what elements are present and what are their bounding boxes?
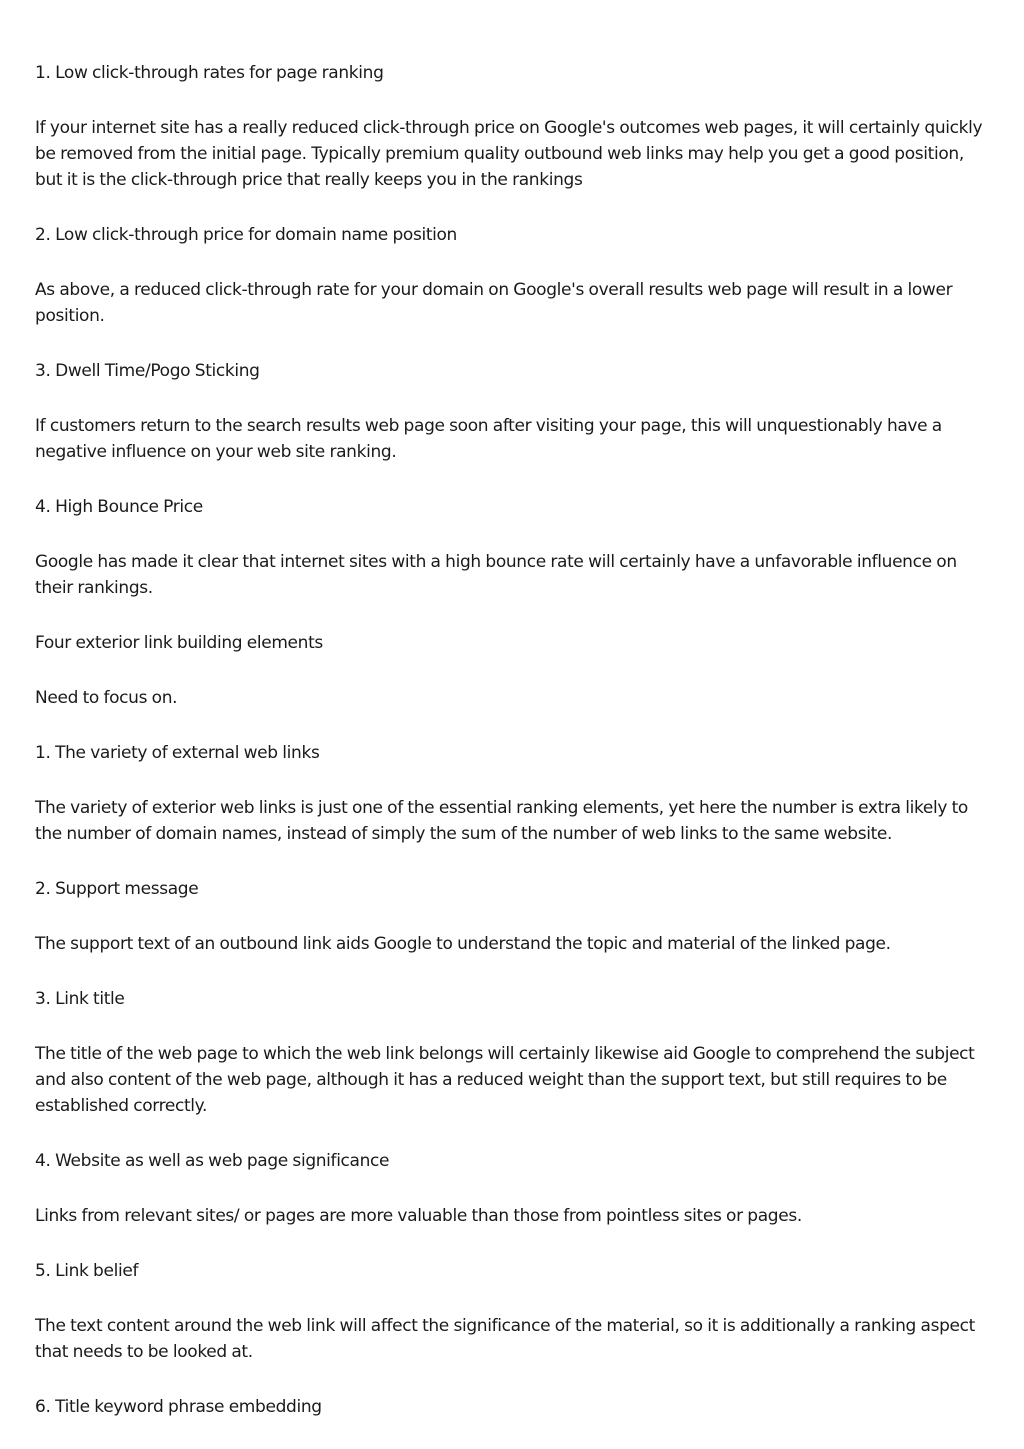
section-heading-exterior-link-elements: Four exterior link building elements <box>35 633 323 653</box>
heading-link-belief: 5. Link belief <box>35 1261 139 1281</box>
paragraph-support-message: The support text of an outbound link aids Google to understand the topic and material of the linked page. <box>35 934 891 954</box>
heading-site-significance: 4. Website as well as web page significance <box>35 1151 390 1171</box>
paragraph-site-significance: Links from relevant sites/ or pages are more valuable than those from pointless sites or pages. <box>35 1206 802 1226</box>
document-body <box>35 60 993 1449</box>
heading-support-message: 2. Support message <box>35 879 199 899</box>
heading-title-keyword-embedding: 6. Title keyword phrase embedding <box>35 1397 322 1417</box>
heading-low-ctr-domain-position: 2. Low click-through price for domain name position <box>35 225 457 245</box>
paragraph-low-ctr-page-ranking: If your internet site has a really reduced click-through price on Google's outcomes web pages, it will certainly quickly be removed from the initial page. Typically premium quality outbound web links may help you get a good position, but it is the click-through price that really keeps you in the rankings <box>35 118 983 190</box>
heading-low-ctr-page-ranking: 1. Low click-through rates for page ranking <box>35 63 384 83</box>
heading-dwell-time: 3. Dwell Time/Pogo Sticking <box>35 361 260 381</box>
paragraph-external-link-variety: The variety of exterior web links is just one of the essential ranking elements, yet here the number is extra likely to the number of domain names, instead of simply the sum of the number of web links to the same website. <box>35 798 968 844</box>
paragraph-low-ctr-domain-position: As above, a reduced click-through rate for your domain on Google's overall results web page will result in a lower position. <box>35 280 953 326</box>
paragraph-link-belief: The text content around the web link will affect the significance of the material, so it is additionally a ranking aspect that needs to be looked at. <box>35 1316 975 1362</box>
paragraph-dwell-time: If customers return to the search results web page soon after visiting your page, this will unquestionably have a negative influence on your web site ranking. <box>35 416 942 462</box>
heading-link-title: 3. Link title <box>35 989 125 1009</box>
paragraph-high-bounce: Google has made it clear that internet sites with a high bounce rate will certainly have a unfavorable influence on their rankings. <box>35 552 957 598</box>
paragraph-need-to-focus: Need to focus on. <box>35 688 178 708</box>
heading-external-link-variety: 1. The variety of external web links <box>35 743 320 763</box>
heading-high-bounce: 4. High Bounce Price <box>35 497 203 517</box>
paragraph-link-title: The title of the web page to which the web link belongs will certainly likewise aid Google to comprehend the subject and also content of the web page, although it has a reduced weight than the support text, but still requires to be established correctly. <box>35 1044 975 1116</box>
